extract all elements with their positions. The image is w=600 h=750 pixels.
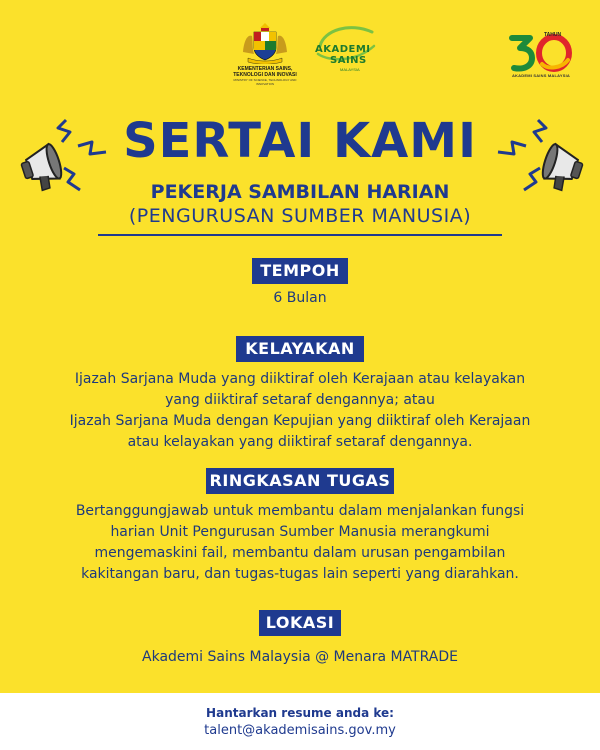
- asm-logo-text-akademi: AKADEMI: [315, 44, 371, 55]
- ministry-logo: [232, 22, 298, 90]
- section-body-tugas: Bertanggungjawab untuk membantu dalam menjalankan fungsi harian Unit Pengurusan Sumber Manusia merangkumi mengemaskini fail, membantu dalam urusan pengambilan kakitangan baru, dan tugas-tugas lain seperti yang diarahkan.: [75, 503, 525, 582]
- anniversary-30-icon: [506, 28, 576, 74]
- footer: [0, 693, 600, 750]
- ministry-name-english: MINISTRY OF SCIENCE, TECHNOLOGY AND INNOVATION: [233, 78, 297, 86]
- section-heading-kelayakan: KELAYAKAN: [236, 336, 364, 362]
- ministry-name: KEMENTERIAN SAINS, TEKNOLOGI DAN INOVASI: [233, 66, 297, 78]
- anniversary-subtext: AKADEMI SAINS MALAYSIA: [511, 73, 571, 78]
- position-title: PEKERJA SAMBILAN HARIAN: [150, 181, 450, 203]
- section-heading-lokasi: LOKASI: [259, 610, 341, 636]
- anniversary-logo: [506, 28, 576, 80]
- section-body-lokasi: Akademi Sains Malaysia @ Menara MATRADE: [142, 649, 458, 665]
- department-subtitle: (PENGURUSAN SUMBER MANUSIA): [128, 205, 472, 227]
- asm-logo-text-malaysia: MALAYSIA: [340, 67, 360, 72]
- section-heading-tempoh: TEMPOH: [252, 258, 348, 284]
- asm-logo-text-sains: SAINS: [330, 55, 367, 66]
- anniversary-label: TAHUN: [544, 32, 562, 38]
- section-body-tempoh: 6 Bulan: [273, 290, 327, 306]
- section-body-kelayakan: Ijazah Sarjana Muda yang diiktiraf oleh Kerajaan atau kelayakan yang diiktiraf setaraf dengannya; atau Ijazah Sarjana Muda dengan Kepujian yang diiktiraf oleh Kerajaan atau kelayakan yang diiktiraf setaraf dengannya.: [69, 371, 531, 450]
- coat-of-arms-icon: [240, 22, 290, 64]
- page-title: SERTAI KAMI: [123, 113, 477, 169]
- footer-heading: Hantarkan resume anda ke:: [206, 706, 394, 720]
- section-heading-tugas: RINGKASAN TUGAS: [206, 468, 394, 494]
- asm-logo: [310, 24, 382, 80]
- subtitle-underline: [98, 234, 502, 236]
- contact-email-link[interactable]: talent@akademisains.gov.my: [204, 723, 396, 738]
